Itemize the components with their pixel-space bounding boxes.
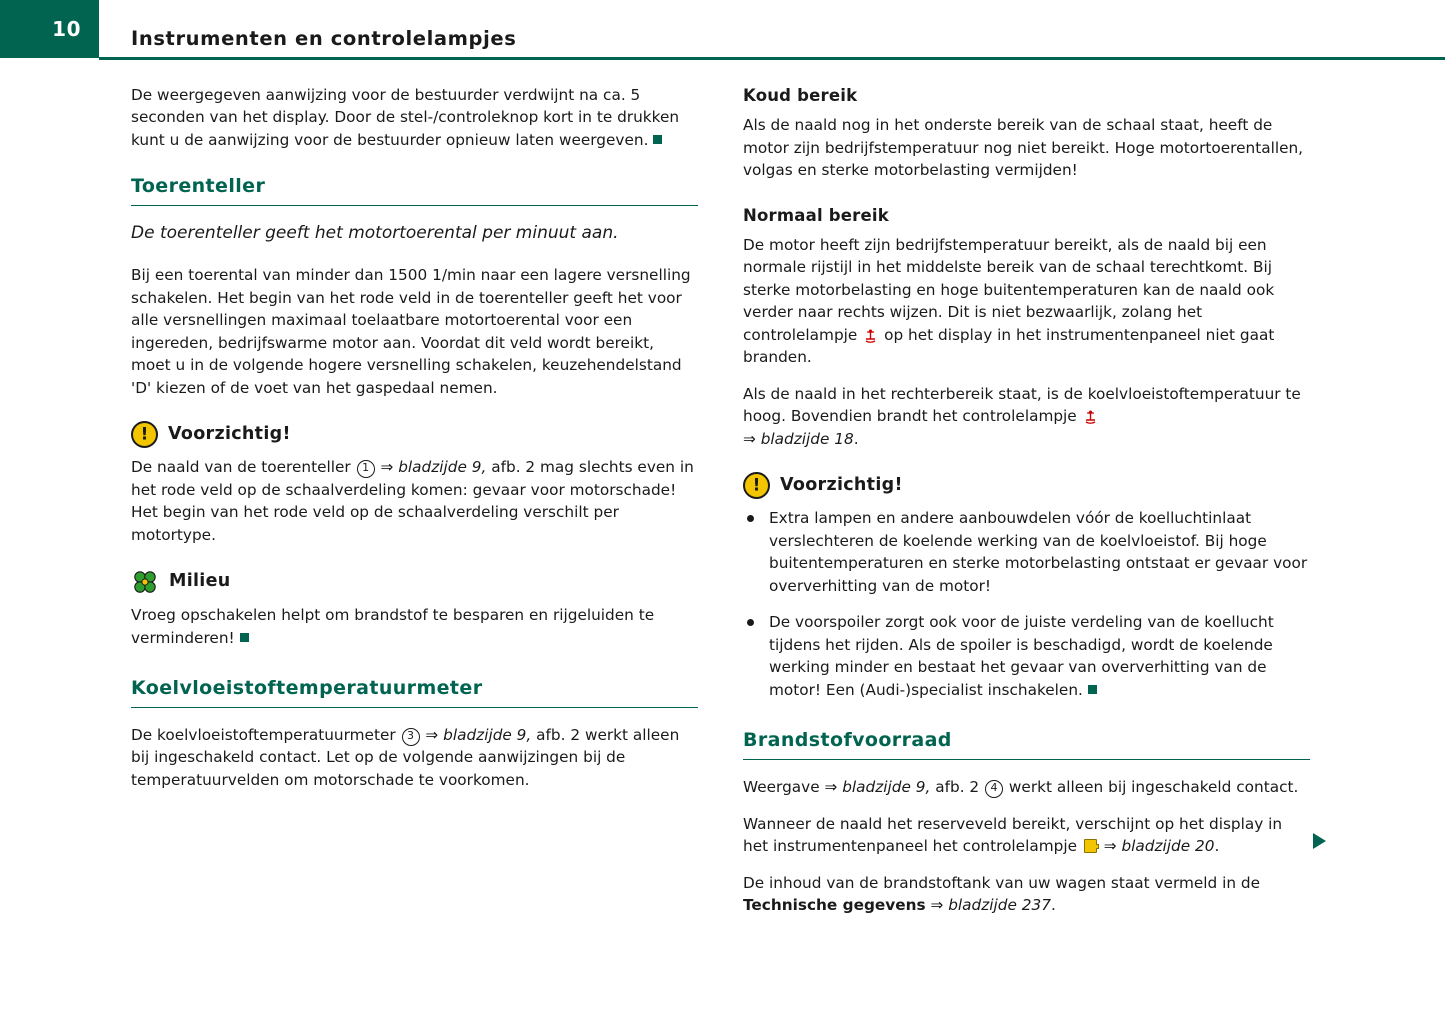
normaal-bereik-body-2 [743,383,1310,450]
ref-circle-4: 4 [985,780,1003,798]
brandstof-bold-ref: Technische gegevens [743,896,926,915]
normaal-bereik-text-part3: Als de naald in het rechterbereik staat, is de koelvloeistoftemperatuur te hoog. Bovendien brandt het controlelampje [743,384,1301,426]
intro-paragraph-text: De weergegeven aanwijzing voor de bestuurder verdwijnt na ca. 5 seconden van het display. Door de stel-/controleknop kort in te drukken kunt u de aanwijzing voor de bestuurder opnieuw laten weergeven. [131,86,680,149]
brandstof-text-part5: . [1214,837,1220,856]
clover-icon [131,568,159,596]
subheading-normaal-bereik: Normaal bereik [743,205,889,225]
normaal-bereik-body-1 [743,234,1310,369]
warning-icon [131,421,158,448]
page-title: Instrumenten en controlelampjes [131,27,517,50]
end-mark [240,633,249,642]
subheading-koud-bereik: Koud bereik [743,86,858,105]
caution-bullet-2-text: De voorspoiler zorgt ook voor de juiste verdeling van de koellucht tijdens het rijden. Als de spoiler is beschadigd, wordt de koelende werking minder en bestaat het gevaar van oververhitting van de motor! Een (Audi-)specialist inschakelen. [769,613,1274,699]
section-heading-toerenteller: Toerenteller [131,175,266,198]
brandstof-ref-link-3[interactable]: bladzijde 237 [948,896,1051,915]
koelvloeistof-text-part1: De koelvloeistoftemperatuurmeter [131,725,396,744]
brandstof-ref-link-1[interactable]: bladzijde 9, [842,778,931,797]
environment-notice-header [131,568,698,596]
toerenteller-body: Bij een toerental van minder dan 1500 1/min naar een lagere versnelling schakelen. Het begin van het rode veld in de toerenteller geeft het voor alle versnellingen maximaal toelaatbare motortoerental voor een ingereden, bedrijfswarme motor aan. Voordat dit veld wordt bereikt, moet u in de volgende hogere versnelling schakelen, keuzehendelstand 'D' kiezen of de voet van het gaspedaal nemen. [131,266,691,397]
brandstof-text-part3: werkt alleen bij ingeschakeld contact. [1008,778,1299,797]
koelvloeistof-body [131,724,698,791]
ref-circle-1: 1 [357,460,375,478]
brandstof-text-part2: afb. 2 [935,778,980,797]
caution-bullet-2 [743,611,1310,701]
caution-notice-header-left [131,421,698,448]
caution-notice-header-right [743,472,1310,499]
normaal-bereik-text-part2: op het display in het instrumentenpaneel niet gaat branden. [743,325,1275,367]
ref-circle-3: 3 [402,728,420,746]
arrow-icon: ⇒ [930,896,944,915]
page-number: 10 [52,17,81,41]
fuel-reserve-warning-icon [1084,839,1097,853]
coolant-temperature-warning-icon [864,327,877,342]
brandstof-text-part4: Wanneer de naald het reserveveld bereikt, verschijnt op het display in het instrumentenpaneel het controlelampje [743,814,1283,856]
brandstof-text-part6: De inhoud van de brandstoftank van uw wagen staat vermeld in de [743,873,1261,892]
brandstof-ref-link-2[interactable]: bladzijde 20 [1121,837,1215,856]
warning-icon [743,472,770,499]
caution-bullet-1: Extra lampen en andere aanbouwdelen vóór de koelluchtinlaat verslechteren de koelende werking van de koelvloeistof. Bij hoge buitentemperaturen en sterke motorbelasting ontstaat er gevaar voor oververhitting van de motor! [743,507,1310,597]
normaal-bereik-text-part1: De motor heeft zijn bedrijfstemperatuur bereikt, als de naald bij een normale rijstijl in het middelste bereik van de schaal terechtkomt. Bij sterke motorbelasting en hoge buitentemperaturen kan de naald ook verder naar rechts wijzen. Dit is niet bezwaarlijk, zolang het controlelampje [743,235,1275,344]
intro-paragraph [131,84,698,151]
section-rule-toerenteller [131,205,698,206]
header-divider [99,57,1445,60]
caution-ref-link[interactable]: bladzijde 9, [398,458,487,477]
page-header [0,0,1445,58]
coolant-temperature-warning-icon [1084,408,1097,423]
koelvloeistof-text-part2: afb. 2 werkt alleen bij ingeschakeld contact. Let op de volgende aanwijzingen bij de temperatuurvelden om motorschade te voorkomen. [131,725,680,789]
caution-label: Voorzichtig! [780,474,903,495]
environment-body [131,604,698,649]
page-turn-icon [1313,833,1326,849]
caution-text-part2: afb. 2 mag slechts even in het rode veld op de schaalverdeling komen: gevaar voor motorschade! Het begin van het rode veld op de schaalverdeling verschilt per motortype. [131,458,694,544]
koud-bereik-body: Als de naald nog in het onderste bereik van de schaal staat, heeft de motor zijn bedrijfstemperatuur nog niet bereikt. Hoge motortoerentallen, volgas en sterke motorbelasting vermijden! [743,116,1304,180]
arrow-icon: ⇒ [743,429,756,448]
arrow-icon: ⇒ [824,778,838,797]
right-column [743,84,1310,931]
end-mark [653,135,662,144]
left-column [131,84,698,805]
toerenteller-lead: De toerenteller geeft het motortoerental per minuut aan. [131,223,619,244]
normaal-bereik-ref-link[interactable]: bladzijde 18 [760,429,854,448]
section-heading-koelvloeistof: Koelvloeistoftemperatuurmeter [131,676,483,699]
caution-label: Voorzichtig! [168,423,291,444]
caution-text-part1: De naald van de toerenteller [131,458,351,477]
arrow-icon: ⇒ [1103,837,1117,856]
koelvloeistof-ref-link[interactable]: bladzijde 9, [443,725,532,744]
brandstof-body-3 [743,872,1310,917]
environment-label: Milieu [169,571,231,592]
end-mark [1088,685,1097,694]
arrow-icon: ⇒ [425,725,439,744]
brandstof-body-2 [743,813,1310,858]
section-rule-brandstofvoorraad [743,759,1310,760]
environment-text: Vroeg opschakelen helpt om brandstof te besparen en rijgeluiden te verminderen! [131,606,655,647]
brandstof-text-part1: Weergave [743,778,820,797]
arrow-icon: ⇒ [380,458,394,477]
brandstof-body-1 [743,776,1310,798]
section-heading-brandstofvoorraad: Brandstofvoorraad [743,729,952,752]
brandstof-text-part7: . [1050,896,1056,915]
caution-body-left [131,456,698,546]
section-rule-koelvloeistof [131,707,698,708]
page-content [0,84,1445,984]
normaal-bereik-ref-suffix: . [853,429,859,448]
